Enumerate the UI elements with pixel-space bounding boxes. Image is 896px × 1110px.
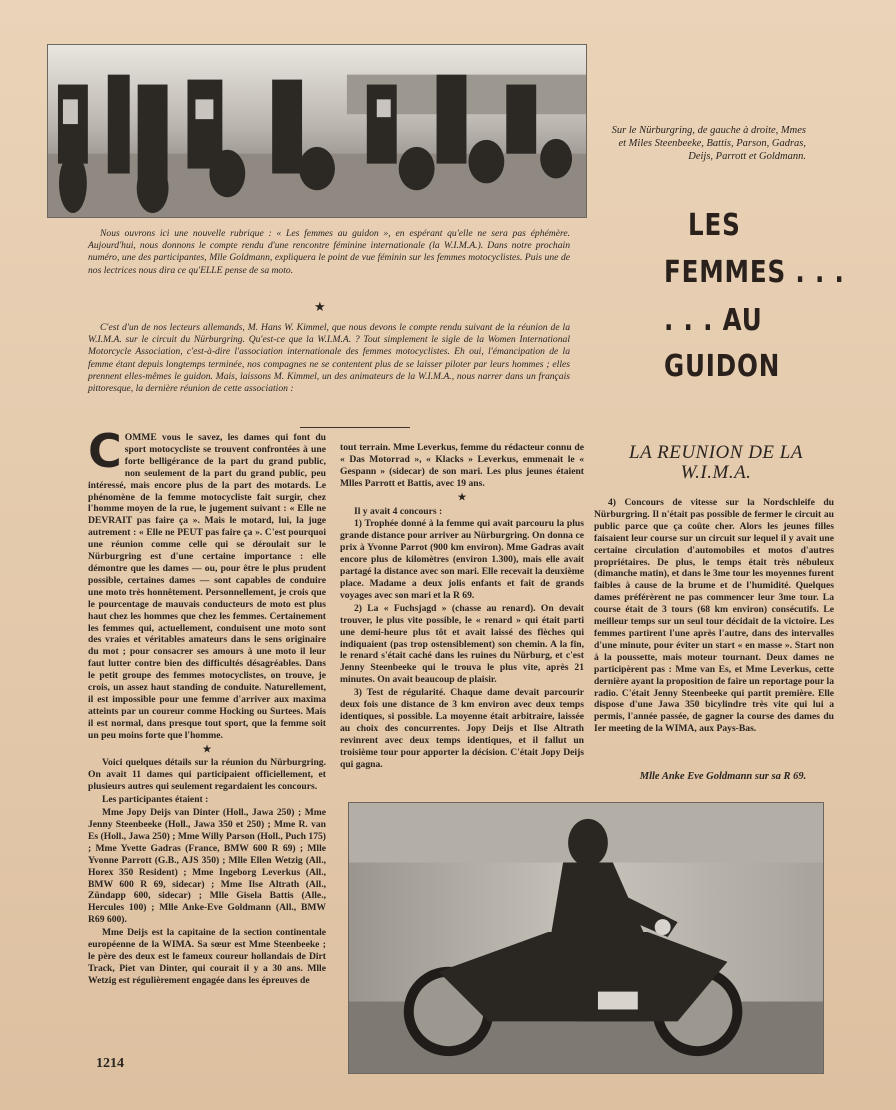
star-icon: ★ (202, 743, 212, 755)
bottom-photo-caption: Mlle Anke Eve Goldmann sur sa R 69. (639, 771, 807, 782)
article-column-2 (340, 442, 584, 797)
col2-para-1: tout terrain. Mme Leverkus, femme du rédacteur connu de « Das Motorrad », « Klacks » Leverkus, emmenait le « Gespann » (sidecar) de son mari. Les plus jeunes étaient Mlles Parrott et Battis, avec 19 ans. (340, 442, 584, 489)
col1-para-5: Mme Deijs est la capitaine de la section continentale européenne de la WIMA. Sa sœur est Mme Steenbeeke ; le père des deux est le fameux coureur hollandais de Dirt Track, Piet van Dinter, qui courait il y a 30 ans. Mlle Wetzig est régulièrement engagée dans les épreuves de (88, 927, 326, 986)
drop-cap: C (88, 432, 122, 478)
section-divider (300, 427, 410, 428)
col2-para-4: 2) La « Fuchsjagd » (chasse au renard). On devait trouver, le plus vite possible, le « renard » qui était parti une demi-heure plus tôt et avait laissé des flèches qui indiquaient (pas trop ostensiblement) son chemin. A la fin, le renard s'était caché dans les ruines du Nürburg, et c'est Jenny Steenbeeke qui le trouva le plus vite, après 21 minutes. On avait beaucoup de plaisir. (340, 602, 584, 686)
intro-rubrique: Nous ouvrons ici une nouvelle rubrique : « Les femmes au guidon », en espérant qu'elle ne sera pas éphémère. Aujourd'hui, nous donnons le compte rendu d'une rencontre féminine internationale (la W.I.M.A.). Dans notre prochain numéro, une des participantes, Mlle Goldmann, expliquera le point de vue féminin sur les femmes motocyclistes. Puis une de nos lectrices nous dira ce qu'ELLE pense de sa moto. (88, 228, 570, 276)
headline-femmes: FEMMES . . . (664, 255, 845, 290)
col1-para-3: Les participantes étaient : (102, 794, 209, 806)
article-column-3 (594, 497, 834, 767)
col2-para-2: Il y avait 4 concours : (354, 505, 443, 517)
headline-guidon: GUIDON (664, 349, 781, 384)
goldmann-motorcycle-photo (348, 802, 824, 1074)
star-icon: ★ (314, 299, 326, 314)
col2-para-3: 1) Trophée donné à la femme qui avait parcouru la plus grande distance pour arriver au Nürburgring. On donna ce prix à Yvonne Parrot (900 km environ). Mme Gadras avait encore plus de kilomètres (environ 1.300), mais elle avait partagé la distance avec son mari. Elle recevait la deuxième place. Madame a deux jolis enfants et fait de grands voyages avec son mari et la R 69. (340, 518, 584, 601)
col2-para-5: 3) Test de régularité. Chaque dame devait parcourir deux fois une distance de 3 km environ avec deux temps identiques, si possible. La moyenne était arbitraire, laissée au choix des concurrentes. Jopy Deijs et Ilse Altrath revinrent avec deux temps identiques, et il fallut un troisième tour pour apporter la décision. C'était Jopy Deijs qui gagna. (340, 687, 584, 770)
col1-para-1: OMME vous le savez, les dames qui font du sport motocycliste se trouvent confrontées à une forte belligérance de la part du grand public, non seulement de la part du grand public, peu intéressé, mais encore plus de la part des motards. Le phénomène de la femme motocycliste fait surgir, chez l'homme moyen de la rue, le jugement suivant : « Elle ne DEVRAIT pas faire ça ». Mais le motard, lui, la juge autrement : « Elle ne PEUT pas faire ça ». C'est pourquoi une réunion comme celle qui se déroulait sur le Nürburgring est d'une certaine importance : elle démontre que les dames — ou, pour être le plus prudent possible, certaines dames — sont capables de conduire une moto très honnêtement. Personnellement, je crois que le pourcentage de mauvais conducteurs de moto est plus haut chez les hommes que chez les femmes. Certainement les femmes qui, actuellement, conduisent une moto sont des vraies et véritables amateurs dans le sens originaire du mot ; pour consacrer ses amours à une moto il leur faut lutter contre bien des difficultés désagréables. Dans le petit groupe des femmes motocyclistes, on trouve, je crois, un assez haut standing de conduite. Naturellement, il est impossible pour une femme d'arriver aux maxima atteints par un coureur comme Hocking ou Surtees. Mais il est normal, dans presque tout sport, que la femme soit un peu moins forte que l'homme. (88, 432, 326, 741)
article-column-1 (88, 432, 326, 1047)
headline-au: . . . AU (664, 303, 763, 338)
headline-les: LES (688, 208, 741, 243)
top-photo-caption: Sur le Nürburgring, de gauche à droite, Mmes et Miles Steenbeeke, Battis, Parson, Gadras, Deijs, Parrott et Goldmann. (611, 125, 806, 162)
nurburgring-group-photo (47, 44, 587, 218)
col1-para-2: Voici quelques détails sur la réunion du Nürburgring. On avait 11 dames qui participaient officiellement, et plusieurs autres qui seulement regardaient les concours. (88, 757, 326, 793)
article-subhead: LA REUNION DE LA W.I.M.A. (629, 442, 803, 483)
intro-kimmel: C'est d'un de nos lecteurs allemands, M. Hans W. Kimmel, que nous devons le compte rendu suivant de la réunion de la W.I.M.A. sur le circuit du Nürburgring. Qu'est-ce que la W.I.M.A. ? Tout simplement le sigle de la Women International Motorcycle Association, c'est-à-dire l'association internationale des femmes motocyclistes. Eh oui, l'émancipation de la femme étant depuis longtemps terminée, nos compagnes ne se contentent plus de se laisser piloter par leurs hommes ; elles prennent elles-mêmes le guidon. Mais, laissons M. Kimmel, un des animateurs de la W.I.M.A., nous narrer dans un français pittoresque, la dernière réunion de cette association : (88, 322, 570, 395)
page-number: 1214 (96, 1056, 124, 1071)
col3-para-1: 4) Concours de vitesse sur la Nordschleife du Nürburgring. Il n'était pas possible de fermer le circuit au public parce que ça coûte cher. Alors les jeunes filles faisaient leur course sur un circuit sur lequel il y avait une certaine circulation d'automobiles et motos d'autres propriétaires. De plus, le temps était très nébuleux (dimanche matin), et dans le 3me tour les moyennes furent faibles à cause de la brume et de l'humidité. Quelques dames préférèrent ne pas commencer leur 3me tour. La course était de 3 tours (68 km environ) consécutifs. Le meilleur temps sur un seul tour décidait de la victoire. Les femmes partirent l'une après l'autre, dans des intervalles d'une minute, pour éviter un start « en masse ». Start non à la poussette, mais moteur tournant. Deux dames ne participèrent pas : Mme van Es, et Mme Leverkus, cette dernière ayant la proposition de faire un reportage pour la radio. C'était Jenny Steenbeeke qui partit première. Elle dispose d'une Jawa 350 bicylindre très vite qui lui a permis, l'année passée, de gagner la course des dames du Ier meeting de la WIMA, aux Pays-Bas. (594, 497, 834, 735)
col1-para-4: Mme Jopy Deijs van Dinter (Holl., Jawa 250) ; Mme Jenny Steenbeeke (Holl., Jawa 350 et 250) ; Mme R. van Es (Holl., Jawa 250) ; Mme Willy Parson (Holl., Puch 175) ; Mme Yvette Gadras (France, BMW 600 R 69) ; Mlle Yvonne Parrott (G.B., AJS 350) ; Mlle Ellen Wetzig (All., Horex 350 Resident) ; Mme Ingeborg Leverkus (All., BMW 600 R 69, sidecar) ; Mme Ilse Altrath (All., Zündapp 600, sidecar) ; Mlle Gisela Battis (Alle., Hercules 100) ; Mlle Anke-Eve Goldmann (All., BMW R69 600). (88, 807, 326, 926)
star-icon: ★ (457, 491, 467, 503)
